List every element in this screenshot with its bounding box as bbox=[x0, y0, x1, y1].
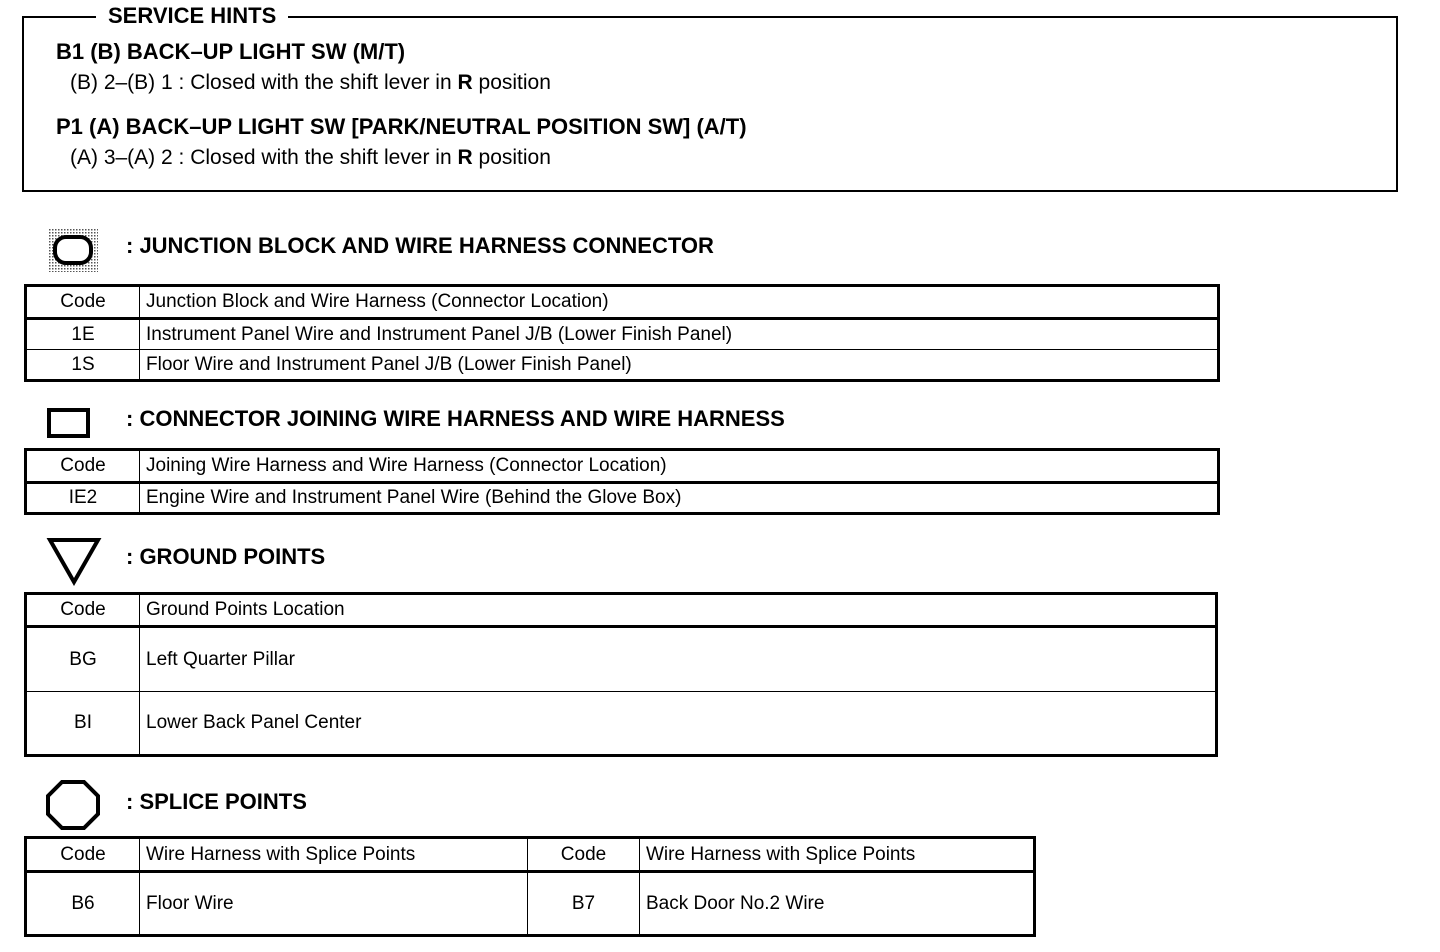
table-row bbox=[26, 483, 1219, 514]
splice-octagon-icon bbox=[44, 778, 102, 832]
row-desc: Engine Wire and Instrument Panel Wire (Behind the Glove Box) bbox=[140, 483, 1219, 514]
connector-table bbox=[24, 448, 1220, 515]
header-code-1: Code bbox=[26, 838, 140, 872]
header-code: Code bbox=[26, 286, 140, 319]
header-desc: Joining Wire Harness and Wire Harness (Connector Location) bbox=[140, 450, 1219, 483]
header-desc-1: Wire Harness with Splice Points bbox=[140, 838, 528, 872]
table-row bbox=[26, 319, 1219, 350]
row-code: 1E bbox=[26, 319, 140, 350]
row-desc: Floor Wire and Instrument Panel J/B (Lower Finish Panel) bbox=[140, 350, 1219, 381]
table-row bbox=[26, 350, 1219, 381]
hint-body-p1: (A) 3–(A) 2 : Closed with the shift lever in R position bbox=[70, 146, 551, 169]
connector-symbol-icon bbox=[46, 406, 92, 440]
header-desc: Junction Block and Wire Harness (Connector Location) bbox=[140, 286, 1219, 319]
splice-table bbox=[24, 836, 1036, 937]
row-desc-2: Back Door No.2 Wire bbox=[640, 872, 1035, 936]
hint-body-b1: (B) 2–(B) 1 : Closed with the shift lever in R position bbox=[70, 71, 551, 94]
row-code-1: B6 bbox=[26, 872, 140, 936]
splice-legend: : SPLICE POINTS bbox=[126, 789, 307, 814]
table-header-row bbox=[26, 286, 1219, 319]
row-code-2: B7 bbox=[528, 872, 640, 936]
connector-legend: : CONNECTOR JOINING WIRE HARNESS AND WIRE HARNESS bbox=[126, 406, 785, 431]
row-code: IE2 bbox=[26, 483, 140, 514]
row-desc: Left Quarter Pillar bbox=[140, 627, 1217, 692]
row-desc-1: Floor Wire bbox=[140, 872, 528, 936]
ground-triangle-icon bbox=[46, 536, 102, 586]
junction-table bbox=[24, 284, 1220, 382]
table-header-row bbox=[26, 838, 1035, 872]
hint-heading-b1: B1 (B) BACK–UP LIGHT SW (M/T) bbox=[56, 39, 406, 64]
row-code: 1S bbox=[26, 350, 140, 381]
header-code: Code bbox=[26, 450, 140, 483]
service-hints-title: SERVICE HINTS bbox=[96, 3, 288, 29]
ground-legend: : GROUND POINTS bbox=[126, 544, 326, 569]
hint-heading-p1: P1 (A) BACK–UP LIGHT SW [PARK/NEUTRAL POSITION SW] (A/T) bbox=[56, 114, 747, 139]
row-code: BG bbox=[26, 627, 140, 692]
table-header-row bbox=[26, 450, 1219, 483]
row-desc: Instrument Panel Wire and Instrument Panel J/B (Lower Finish Panel) bbox=[140, 319, 1219, 350]
table-row bbox=[26, 627, 1217, 692]
junction-block-symbol-icon bbox=[46, 226, 100, 274]
table-header-row bbox=[26, 594, 1217, 627]
table-row bbox=[26, 692, 1217, 756]
row-desc: Lower Back Panel Center bbox=[140, 692, 1217, 756]
row-code: BI bbox=[26, 692, 140, 756]
ground-table bbox=[24, 592, 1218, 757]
table-row bbox=[26, 872, 1035, 936]
header-code-2: Code bbox=[528, 838, 640, 872]
header-code: Code bbox=[26, 594, 140, 627]
header-desc-2: Wire Harness with Splice Points bbox=[640, 838, 1035, 872]
header-desc: Ground Points Location bbox=[140, 594, 1217, 627]
junction-legend: : JUNCTION BLOCK AND WIRE HARNESS CONNECTOR bbox=[126, 233, 714, 258]
